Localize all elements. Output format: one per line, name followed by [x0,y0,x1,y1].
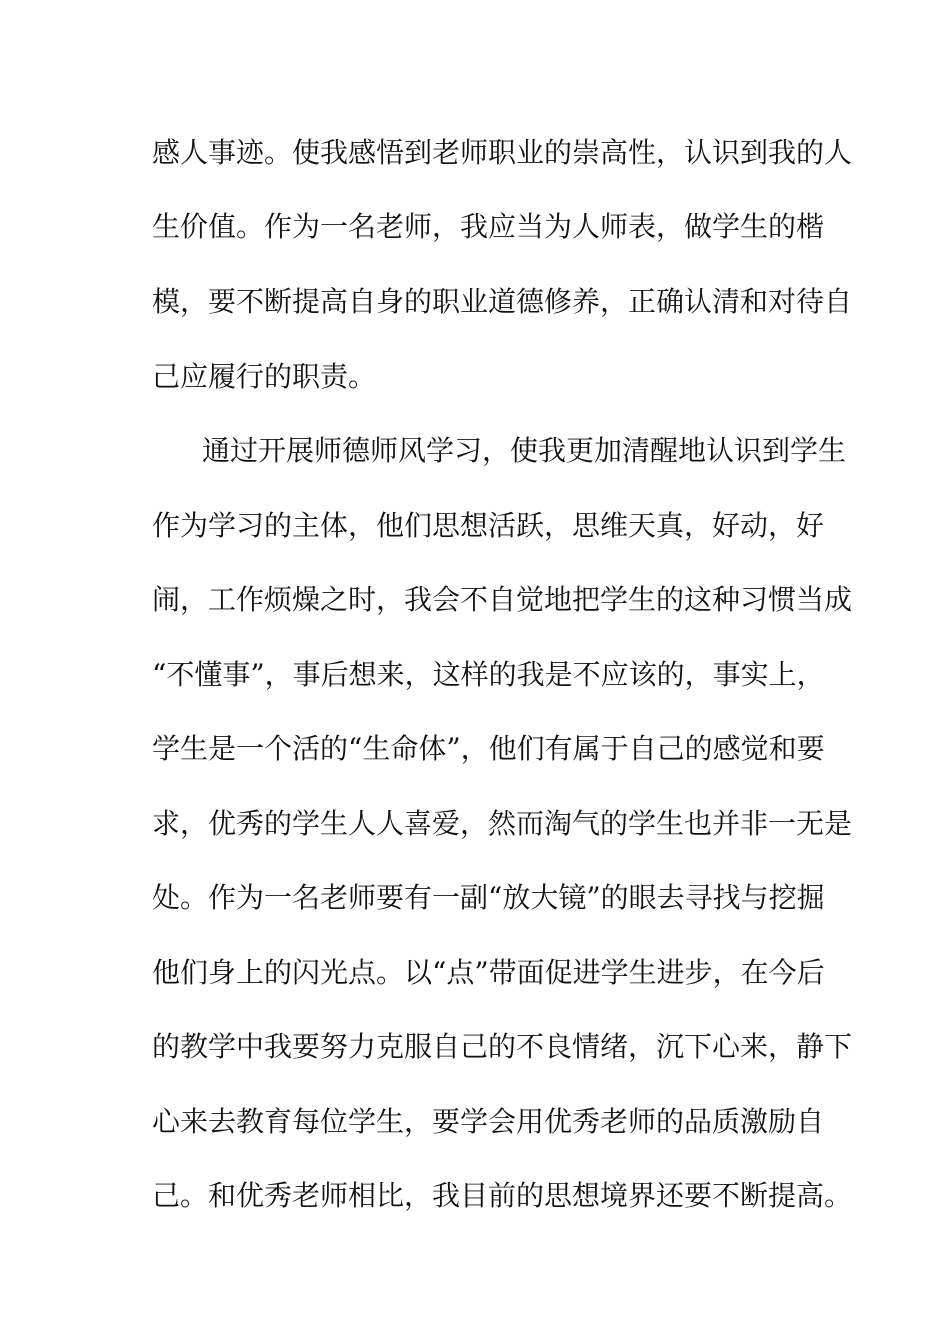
text-line: 学生是一个活的“生命体”，他们有属于自己的感觉和要 [152,732,825,765]
paragraph-first-line: 通过开展师德师风学习，使我更加清醒地认识到学生 [202,434,847,467]
text-line: 闹，工作烦燥之时，我会不自觉地把学生的这种习惯当成 [152,583,853,616]
text-line: 处。作为一名老师要有一副“放大镜”的眼去寻找与挖掘 [152,881,825,914]
text-line: 求，优秀的学生人人喜爱，然而淘气的学生也并非一无是 [152,807,853,840]
text-line: 心来去教育每位学生，要学会用优秀老师的品质激励自 [152,1105,825,1138]
text-line: 生价值。作为一名老师，我应当为人师表，做学生的楷 [152,210,825,243]
text-line: 己应履行的职责。 [152,360,377,393]
text-line: “不懂事”，事后想来，这样的我是不应该的，事实上， [152,658,825,691]
text-line: 作为学习的主体，他们思想活跃，思维天真，好动，好 [152,509,825,542]
text-line: 他们身上的闪光点。以“点”带面促进学生进步，在今后 [152,956,825,989]
text-line: 的教学中我要努力克服自己的不良情绪，沉下心来，静下 [152,1030,853,1063]
text-line: 模，要不断提高自身的职业道德修养，正确认清和对待自 [152,285,853,318]
text-line: 己。和优秀老师相比，我目前的思想境界还要不断提高。 [152,1179,853,1212]
text-line: 感人事迹。使我感悟到老师职业的崇高性，认识到我的人 [152,136,853,169]
